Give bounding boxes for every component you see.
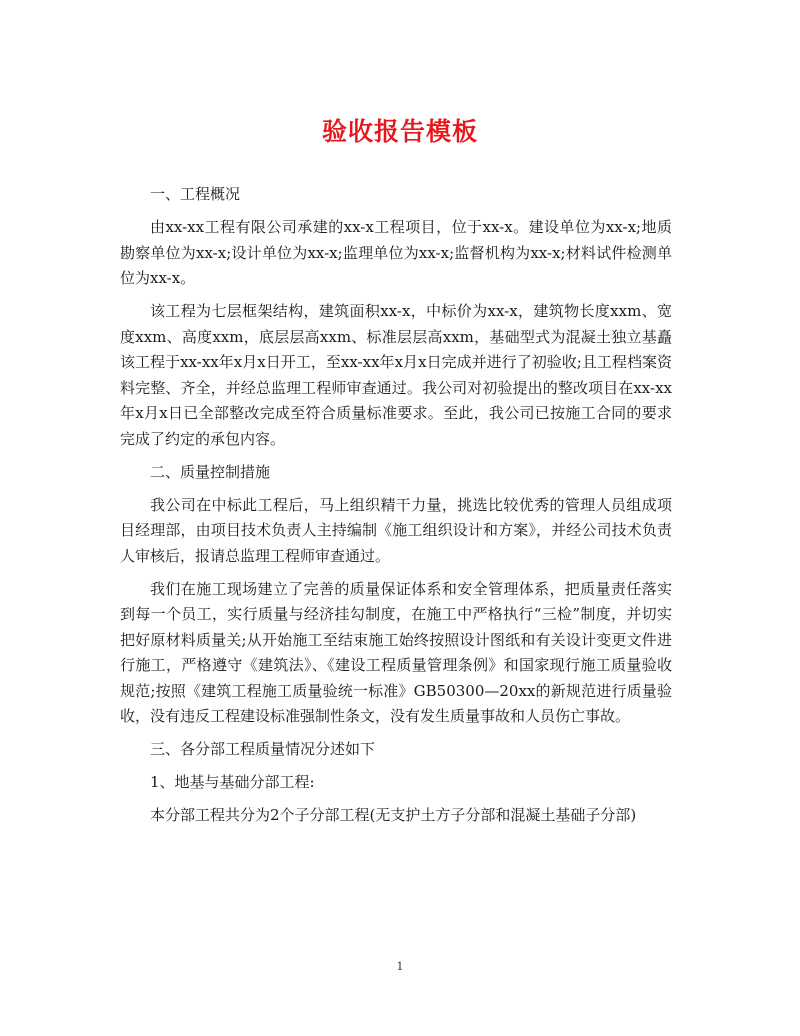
document-body xyxy=(120,182,672,836)
section-heading-quality-control: 二、质量控制措施 xyxy=(150,462,271,481)
subsection-heading-foundation: 1、地基与基础分部工程: xyxy=(150,773,315,791)
page-number: 1 xyxy=(396,960,404,973)
document-title: 验收报告模板 xyxy=(321,117,478,146)
paragraph-project-structure: 该工程为七层框架结构，建筑面积xx-x，中标价为xx-x，建筑物长度xxm、宽度xxm、高度xxm，底层层高xxm、标准层层高xxm，基础型式为混凝土独立基矗该工程于xx-xx年x月x日开工，至xx-xx年x月x日完成并进行了初验收;且工程档案资料完整、齐全，并经总监理工程师审查通过。我公司对初验提出的整改项目在xx-xx年x月x日已全部整改完成至符合质量标准要求。至此，我公司已按施工合同的要求完成了约定的承包内容。 xyxy=(120,302,672,448)
paragraph-project-units: 由xx-xx工程有限公司承建的xx-x工程项目，位于xx-x。建设单位为xx-x;地质勘察单位为xx-x;设计单位为xx-x;监理单位为xx-x;监督机构为xx-x;材料试件检测单位为xx-x。 xyxy=(120,218,672,287)
paragraph-quality-system: 我们在施工现场建立了完善的质量保证体系和安全管理体系，把质量责任落实到每一个员工，实行质量与经济挂勾制度，在施工中严格执行“三检”制度，并切实把好原材料质量关;从开始施工至结束施工始终按照设计图纸和有关设计变更文件进行施工，严格遵守《建筑法》、《建设工程质量管理条例》和国家现行施工质量验收规范;按照《建筑工程施工质量验统一标准》GB50300—20xx的新规范进行质量验收，没有违反工程建设标准强制性条文，没有发生质量事故和人员伤亡事故。 xyxy=(120,579,672,725)
section-heading-subsections: 三、各分部工程质量情况分述如下 xyxy=(150,740,376,758)
paragraph-project-team: 我公司在中标此工程后，马上组织精干力量，挑选比较优秀的管理人员组成项目经理部，由项目技术负责人主持编制《施工组织设计和方案》，并经公司技术负责人审核后，报请总监理工程师审查通过。 xyxy=(120,495,672,565)
paragraph-foundation-summary: 本分部工程共分为2个子分部工程(无支护土方子分部和混凝土基础子分部) xyxy=(150,806,637,824)
section-heading-overview: 一、工程概况 xyxy=(150,185,241,203)
